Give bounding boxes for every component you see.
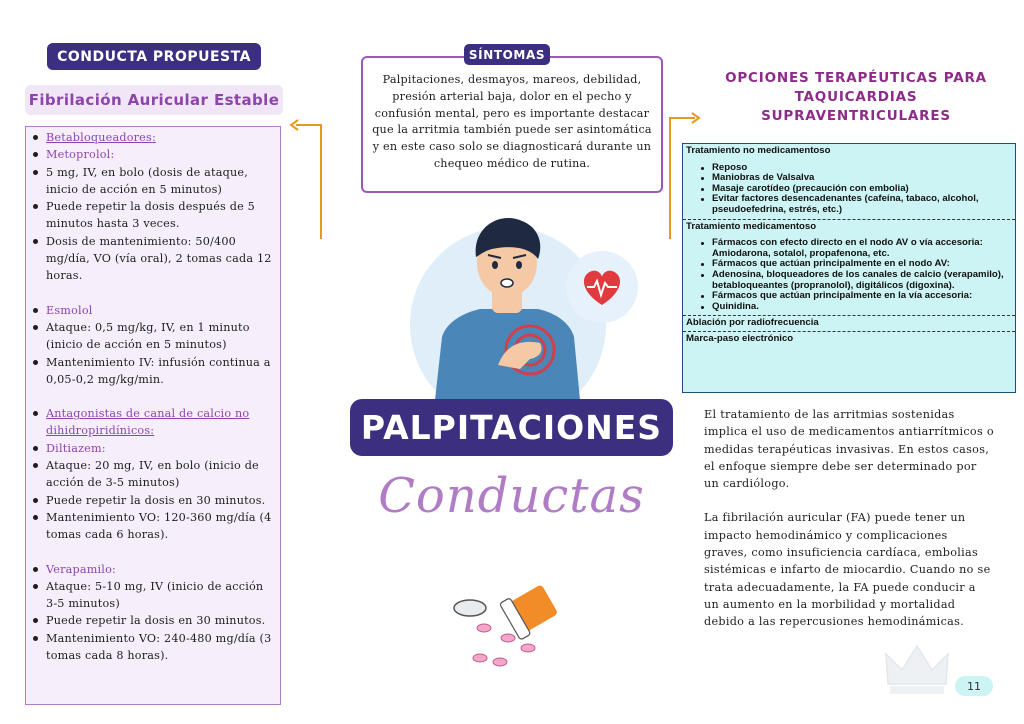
treatment-list-item: Mantenimiento VO: 120-360 mg/día (4 tomas cada 6 horas). (32, 509, 272, 544)
table-list-item: Evitar factores desencadenantes (cafeína, tabaco, alcohol, pseudoefedrina, estrés, etc.) (701, 194, 1009, 215)
info-paragraph: La fibrilación auricular (FA) puede tener un impacto hemodinámico y complicaciones graves, como insuficiencia cardíaca, embolias sistémicas e infarto de miocardio. Cuando no se trata adecuadamente, la FA puede conducir a un aumento en la morbilidad y mortalidad debido a las repercusiones hemodinámicas. (704, 511, 991, 629)
treatment-list-item: 5 mg, IV, en bolo (dosis de ataque, inicio de acción en 5 minutos) (32, 164, 272, 199)
treatment-list-item: Betabloqueadores: (32, 129, 272, 146)
treatment-list-item: Mantenimiento IV: infusión continua a 0,05-0,2 mg/kg/min. (32, 354, 272, 389)
table-section-list (683, 238, 1015, 312)
left-arrow-head-icon (288, 118, 302, 132)
fibrilacion-subtitle: Fibrilación Auricular Estable (25, 85, 283, 115)
treatment-list-item: Ataque: 5-10 mg, IV (inicio de acción 3-5 minutos) (32, 578, 272, 613)
treatment-list-item: Ataque: 20 mg, IV, en bolo (inicio de acción de 3-5 minutos) (32, 457, 272, 492)
table-section-heading: Tratamiento medicamentoso (686, 220, 817, 232)
table-section-heading: Ablación por radiofrecuencia (686, 317, 819, 329)
right-paragraphs (704, 406, 994, 648)
table-list-item: Fármacos con efecto directo en el nodo AV o vía accesoria: Amiodarona, sotalol, propafenona, etc. (701, 238, 1009, 259)
table-list-item: Reposo (701, 163, 1009, 174)
page-number: 11 (955, 676, 993, 696)
treatment-list (32, 129, 272, 664)
table-list-item: Masaje carotídeo (precaución con embolia) (701, 184, 1009, 195)
treatment-list-item: Ataque: 0,5 mg/kg, IV, en 1 minuto (inicio de acción en 5 minutos) (32, 319, 272, 354)
palpitaciones-title: PALPITACIONES (350, 399, 673, 456)
list-gap (32, 388, 272, 405)
table-list-item: Fármacos que actúan principalmente en el nodo AV: (701, 259, 1009, 270)
table-section-list (683, 163, 1015, 216)
treatment-list-item: Diltiazem: (32, 440, 272, 457)
right-arrow-head-icon (688, 111, 702, 125)
sintomas-tab: SÍNTOMAS (464, 44, 550, 65)
treatment-list-item: Verapamilo: (32, 561, 272, 578)
table-list-item: Adenosina, bloqueadores de los canales de calcio (verapamilo), betabloqueantes (propranolol), digitálicos (digoxina). (701, 270, 1009, 291)
crown-watermark-icon (882, 640, 952, 700)
table-list-item: Fármacos que actúan principalmente en la vía accesoria: (701, 291, 1009, 302)
treatment-list-item: Esmolol (32, 302, 272, 319)
table-section-heading: Marca-paso electrónico (686, 332, 794, 344)
treatment-list-item: Antagonistas de canal de calcio no dihidropiridínicos: (32, 405, 272, 440)
conductas-script-title: Conductas (378, 468, 645, 524)
table-list-item: Maniobras de Valsalva (701, 173, 1009, 184)
therapy-options-table (682, 143, 1016, 393)
table-section-heading: Tratamiento no medicamentoso (686, 145, 831, 156)
conducta-propuesta-title: CONDUCTA PROPUESTA (47, 43, 261, 70)
treatment-list-box (25, 126, 281, 705)
list-gap (32, 285, 272, 302)
left-arrow-stem (320, 124, 322, 239)
treatment-list-item: Puede repetir la dosis en 30 minutos. (32, 492, 272, 509)
treatment-list-item: Puede repetir la dosis en 30 minutos. (32, 612, 272, 629)
info-paragraph: El tratamiento de las arritmias sostenidas implica el uso de medicamentos antiarrítmicos o medidas terapéuticas invasivas. En estos casos, el enfoque siempre debe ser determinado por un cardiólogo. (704, 408, 994, 491)
treatment-list-item: Metoprolol: (32, 146, 272, 163)
patient-illustration-icon (380, 205, 650, 400)
sintomas-box: Palpitaciones, desmayos, mareos, debilidad, presión arterial baja, dolor en el pecho y confusión mental, pero es importante destacar que la arritmia también puede ser asintomática y en este caso solo se diagnosticará durante un chequeo médico de rutina. (361, 56, 663, 193)
pills-illustration-icon (450, 578, 580, 670)
right-arrow-stem (669, 118, 671, 239)
treatment-list-item: Mantenimiento VO: 240-480 mg/día (3 tomas cada 8 horas). (32, 630, 272, 665)
opciones-terapeuticas-title: OPCIONES TERAPÉUTICAS PARA TAQUICARDIAS SUPRAVENTRICULARES (725, 70, 987, 124)
treatment-list-item: Puede repetir la dosis después de 5 minutos hasta 3 veces. (32, 198, 272, 233)
treatment-list-item: Dosis de mantenimiento: 50/400 mg/día, VO (vía oral), 2 tomas cada 12 horas. (32, 233, 272, 285)
list-gap (32, 544, 272, 561)
table-list-item: Quinidina. (701, 302, 1009, 313)
